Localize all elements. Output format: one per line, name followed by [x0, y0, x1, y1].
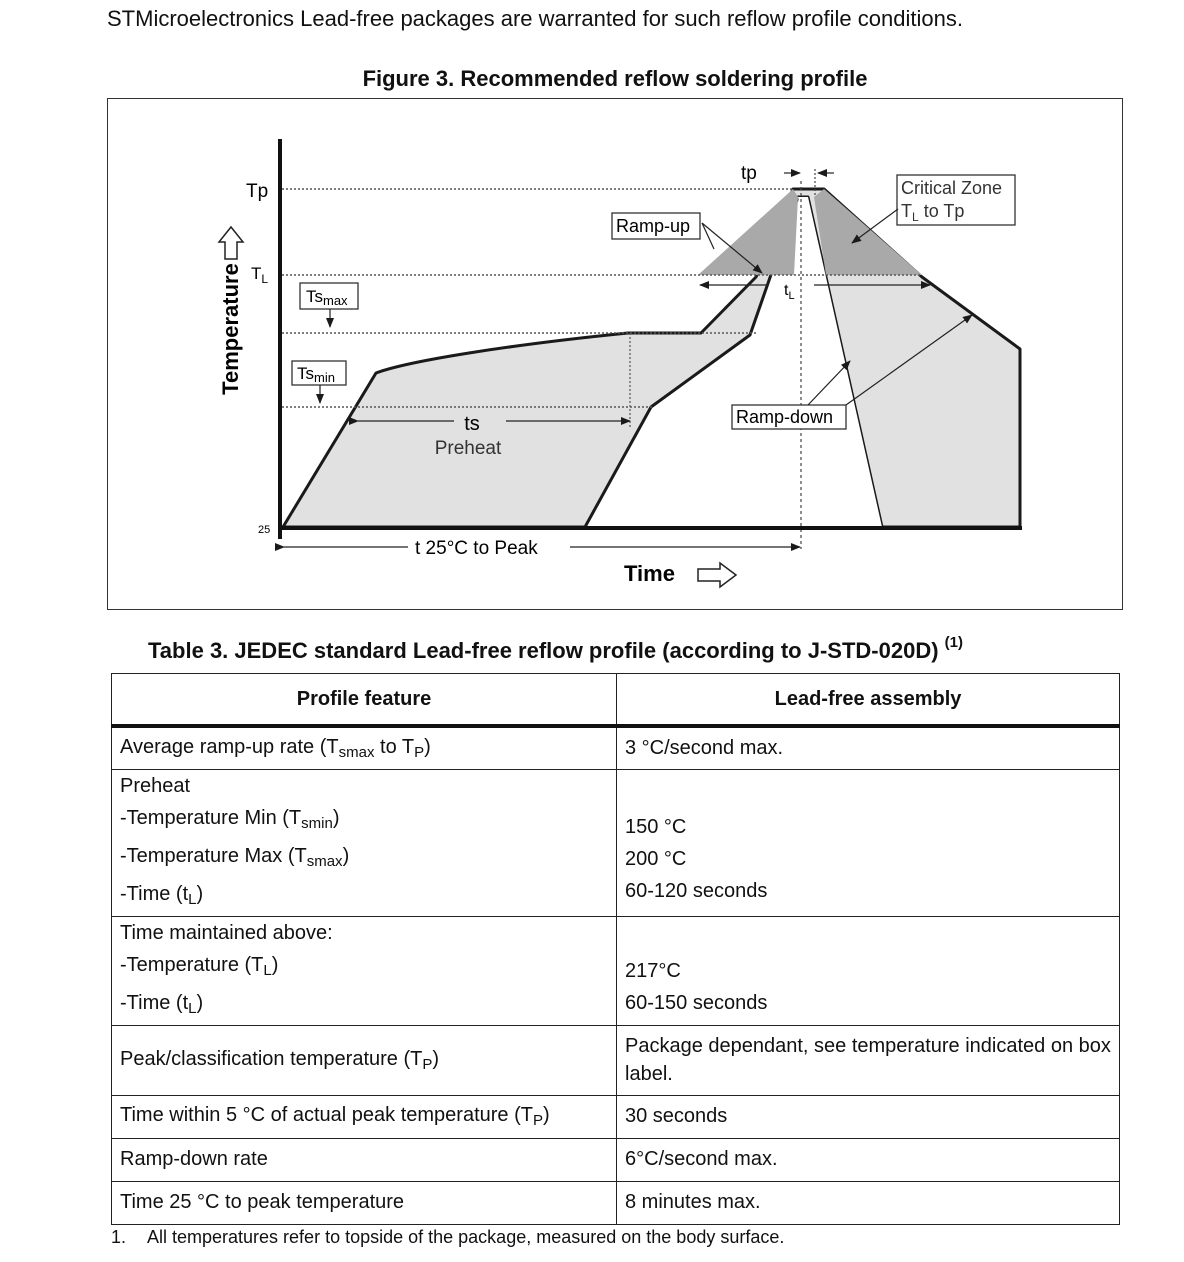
table-row [112, 1181, 1120, 1224]
profile-outer-fill [283, 189, 1020, 527]
tp-time-label: tp [741, 163, 757, 184]
x-axis-label: Time [624, 561, 675, 586]
ramp-down-label: Ramp-down [736, 407, 834, 427]
row-time-to-peak-value: 8 minutes max. [617, 1181, 1120, 1224]
row-time-within-value: 30 seconds [617, 1095, 1120, 1138]
ramp-up-label: Ramp-up [616, 216, 691, 236]
row-time-above-feature: Time maintained above: -Temperature $(T_L)$ -Time $(t_L)$ [112, 916, 617, 1025]
tp-level-label: Tp [246, 181, 269, 202]
row-ramp-down-feature: Ramp-down rate [112, 1138, 617, 1181]
row-time-within-feature: Time within 5 °C of actual peak temperature $(T_P)$ [112, 1095, 617, 1138]
table-row [112, 726, 1120, 769]
table-title: Table 3. JEDEC standard Lead-free reflow profile (according to J-STD-020D) $^{(1)}$ [148, 634, 963, 663]
row-ramp-down-value: 6°C/second max. [617, 1138, 1120, 1181]
row-peak-value: Package dependant, see temperature indicated on box label. [617, 1025, 1120, 1095]
row-ramp-up-feature: Average ramp-up rate ($T_{smax}$ to $T_P$) [112, 726, 617, 769]
row-peak-feature: Peak/classification temperature $(T_P)$ [112, 1025, 617, 1095]
tl-level-label: $T_L$ [251, 264, 269, 286]
ts-label: ts [464, 413, 480, 435]
intro-text: STMicroelectronics Lead-free packages are warranted for such reflow profile conditions. [107, 6, 963, 31]
critical-zone-label-2: $T_L$ to Tp [901, 201, 965, 224]
table-row [112, 916, 1120, 1025]
tsmin-label: Tsmin [297, 364, 335, 385]
ramp-up-pointer-2 [702, 223, 714, 249]
tl-time-label: $t_L$ [784, 282, 795, 302]
critical-zone-label-1: Critical Zone [901, 178, 1003, 198]
t25-level-label: 25 [258, 524, 271, 536]
tsmax-label: Tsmax [306, 287, 348, 308]
x-axis-arrow-icon [698, 563, 736, 587]
reflow-profile-figure [107, 98, 1123, 610]
row-time-above-values: 217°C 60-150 seconds [617, 916, 1120, 1025]
y-axis-arrow-icon [219, 227, 243, 259]
reflow-profile-table [111, 673, 1120, 1225]
table-row [112, 1138, 1120, 1181]
table-row [112, 769, 1120, 916]
row-ramp-up-value: 3 °C/second max. [617, 726, 1120, 769]
table-row [112, 1025, 1120, 1095]
footnote: 1. All temperatures refer to topside of the package, measured on the body surface. [111, 1227, 785, 1247]
figure-title: Figure 3. Recommended reflow soldering profile [362, 66, 868, 91]
row-time-to-peak-feature: Time 25 °C to peak temperature [112, 1181, 617, 1224]
row-preheat-values: 150 °C 200 °C 60-120 seconds [617, 769, 1120, 916]
reflow-profile-diagram [108, 99, 1124, 611]
table-header-row [112, 674, 1120, 727]
header-lead-free-assembly: Lead-free assembly [617, 674, 1120, 727]
t25-to-peak-label: t 25°C to Peak [415, 538, 538, 559]
header-profile-feature: Profile feature [112, 674, 617, 727]
row-preheat-feature: Preheat -Temperature Min $(T_{smin})$ -Temperature Max $(T_{smax})$ -Time $(t_L)$ [112, 769, 617, 916]
y-axis-label: Temperature [218, 263, 243, 395]
preheat-label: Preheat [434, 438, 502, 459]
table-row [112, 1095, 1120, 1138]
